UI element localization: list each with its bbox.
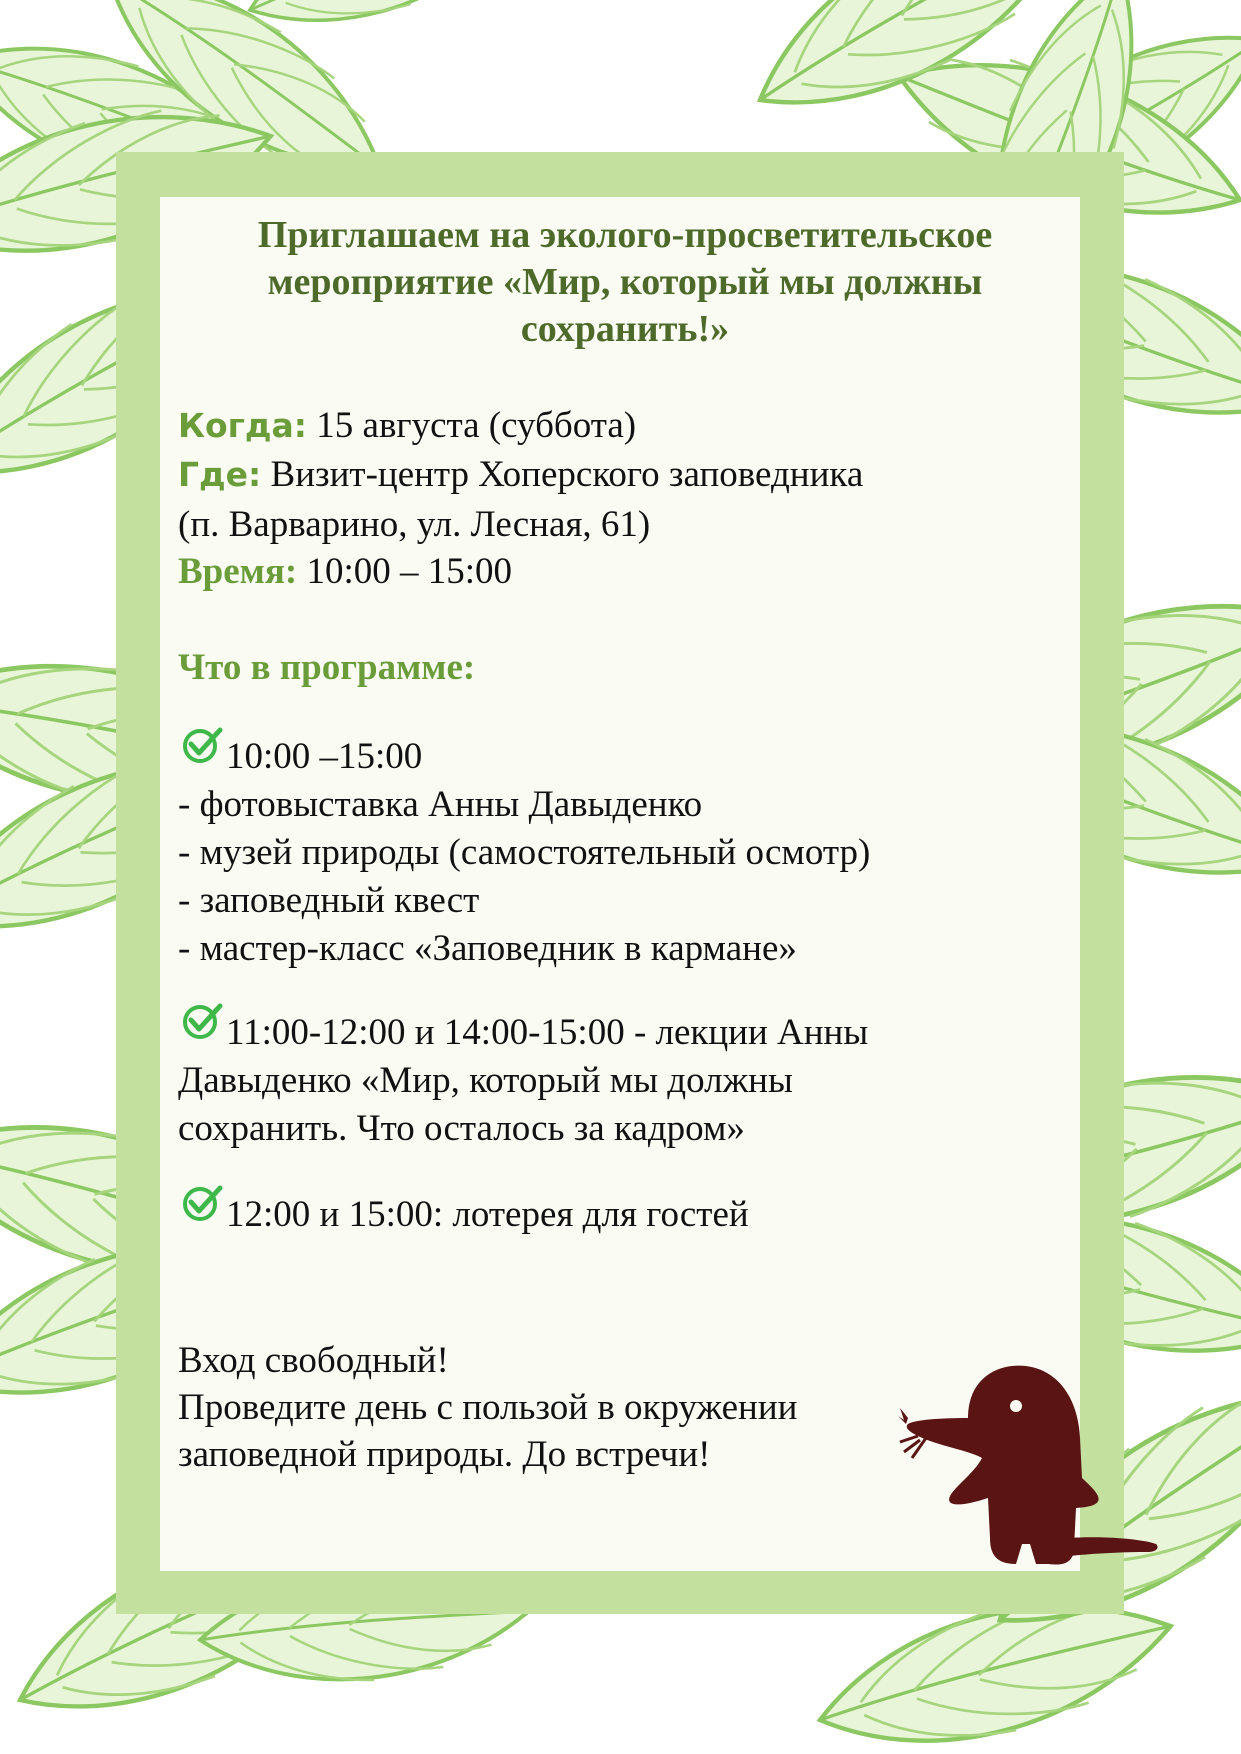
block1-item-1: - фотовыставка Анны Давыденко <box>178 784 703 825</box>
program-heading: Что в программе: <box>178 647 476 688</box>
desman-mascot-icon <box>898 1358 1158 1568</box>
footer-line-1: Вход свободный! <box>178 1340 449 1381</box>
block3-line-1: 12:00 и 15:00: лотерея для гостей <box>226 1194 749 1235</box>
where-address: (п. Варварино, ул. Лесная, 61) <box>178 504 651 545</box>
block1-item-2: - музей природы (самостоятельный осмотр) <box>178 832 871 873</box>
block2-line-3: сохранить. Что осталось за кадром» <box>178 1108 745 1149</box>
title-line-1: Приглашаем на эколого-просветительское <box>257 214 993 256</box>
time-value: 10:00 – 15:00 <box>297 551 513 592</box>
block1-item-4: - мастер-класс «Заповедник в кармане» <box>178 928 797 969</box>
where-label: Где: <box>178 455 262 494</box>
title-line-3: сохранить!» <box>520 308 730 350</box>
where-value: Визит-центр Хоперского заповедника <box>261 454 864 495</box>
when-row <box>178 404 636 448</box>
time-label: Время: <box>178 551 298 592</box>
title-line-2: мероприятие «Мир, который мы должны <box>267 261 983 303</box>
when-label: Когда: <box>178 406 308 445</box>
checkmark-circle-icon <box>182 1002 224 1040</box>
event-title <box>190 212 1060 353</box>
block1-item-3: - заповедный квест <box>178 880 480 921</box>
where-row <box>178 453 863 497</box>
when-value: 15 августа (суббота) <box>307 405 637 446</box>
block1-time: 10:00 –15:00 <box>226 736 423 777</box>
block2-line-2: Давыденко «Мир, который мы должны <box>178 1060 793 1101</box>
block2-line-1: 11:00-12:00 и 14:00-15:00 - лекции Анны <box>226 1012 869 1053</box>
footer-line-2: Проведите день с пользой в окружении <box>178 1387 798 1428</box>
time-row <box>178 550 512 594</box>
checkmark-circle-icon <box>182 726 224 764</box>
footer-line-3: заповедной природы. До встречи! <box>178 1434 711 1475</box>
checkmark-circle-icon <box>182 1184 224 1222</box>
